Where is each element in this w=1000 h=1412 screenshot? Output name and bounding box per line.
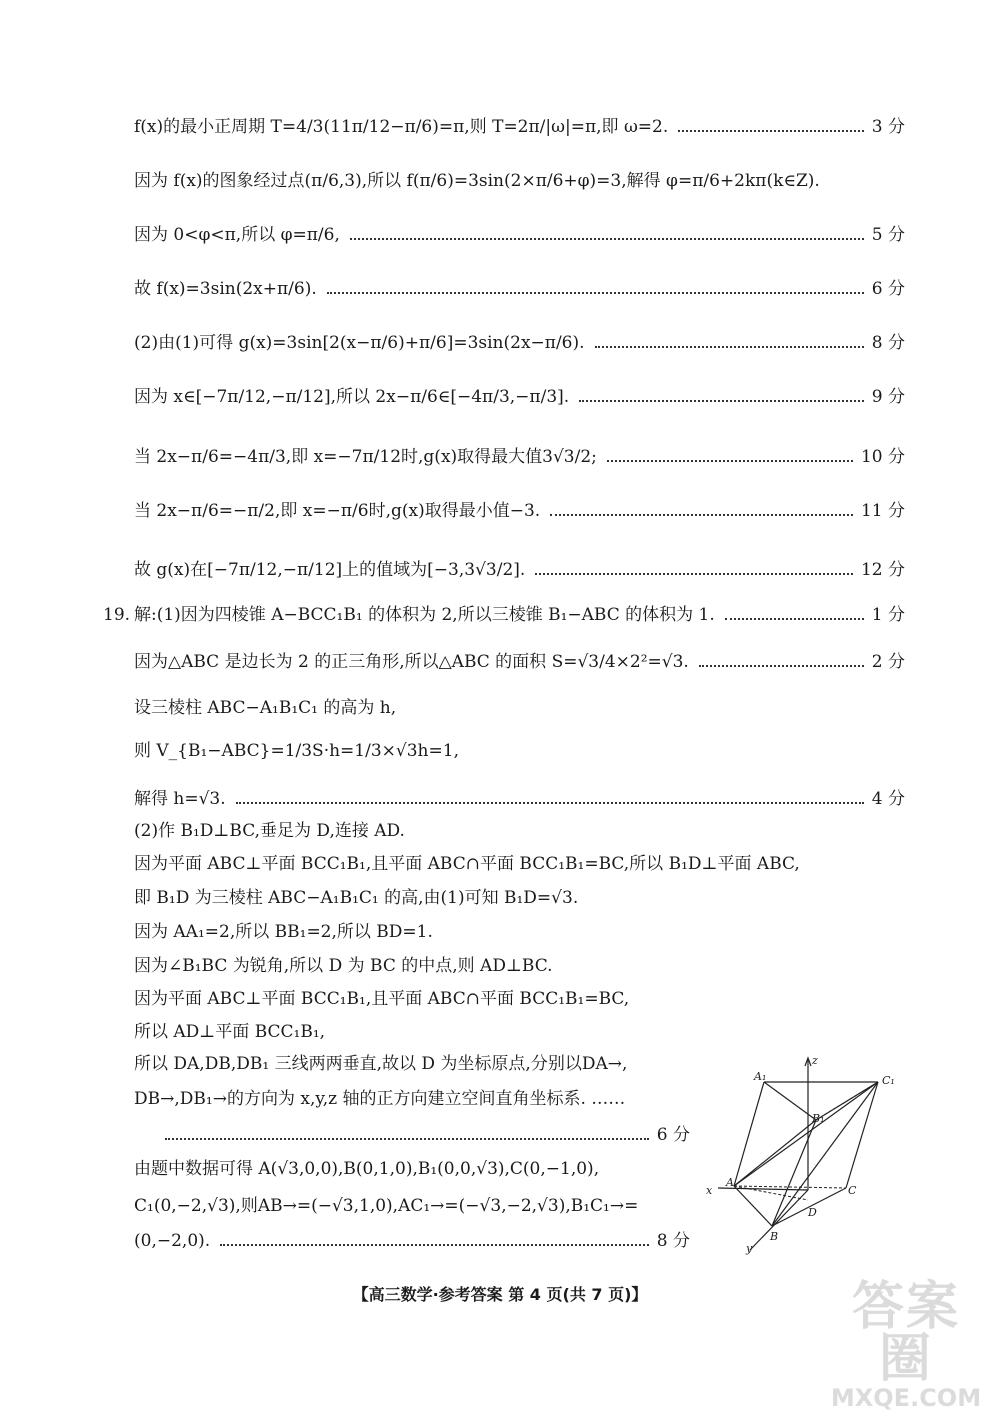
- answer-line-9: [134, 559, 905, 581]
- line-text: 由题中数据可得 A(√3,0,0),B(0,1,0),B₁(0,0,√3),C(0,−1,0),: [134, 1159, 600, 1179]
- line-text: (0,−2,0).: [134, 1231, 211, 1251]
- line-text: 故 f(x)=3sin(2x+π/6).: [134, 279, 317, 299]
- answer-line-16: [134, 853, 800, 875]
- line-text: f(x)的最小正周期 T=4/3(11π/12−π/6)=π,则 T=2π/|ω|=π,即 ω=2.: [134, 117, 669, 137]
- label-b1: B₁: [812, 1112, 825, 1125]
- line-text: 因为平面 ABC⊥平面 BCC₁B₁,且平面 ABC∩平面 BCC₁B₁=BC,: [134, 989, 630, 1009]
- line-text: C₁(0,−2,√3),则AB→=(−√3,1,0),AC₁→=(−√3,−2,√3),B₁C₁→=: [134, 1196, 639, 1216]
- answer-line-27: [134, 1230, 690, 1252]
- edge-b-c1: [772, 1082, 878, 1226]
- answer-line-21: [134, 1021, 325, 1043]
- line-points: 5 分: [871, 225, 905, 245]
- answer-line-5: [134, 332, 905, 354]
- line-text: 因为 f(x)的图象经过点(π/6,3),所以 f(π/6)=3sin(2×π/6+φ)=3,解得 φ=π/6+2kπ(k∈Z).: [134, 171, 820, 191]
- line-text: (2)由(1)可得 g(x)=3sin[2(x−π/6)+π/6]=3sin(2x−π/6).: [134, 333, 585, 353]
- answer-line-4: [134, 278, 905, 300]
- question-number: 19.: [103, 605, 131, 625]
- edge-a-c-dashed: [734, 1186, 846, 1188]
- line-text: 故 g(x)在[−7π/12,−π/12]上的值域为[−3,3√3/2].: [134, 560, 526, 580]
- line-text: 则 V_{B₁−ABC}=1/3S·h=1/3×√3h=1,: [134, 741, 459, 761]
- line-points: 10 分: [860, 447, 905, 467]
- label-b: B: [770, 1230, 779, 1243]
- line-text: 因为△ABC 是边长为 2 的正三角形,所以△ABC 的面积 S=√3/4×2²=√3.: [134, 652, 689, 672]
- label-z: z: [812, 1054, 818, 1067]
- answer-line-19: [134, 955, 553, 977]
- line-text: 所以 DA,DB,DB₁ 三线两两垂直,故以 D 为坐标原点,分别以DA→,: [134, 1054, 628, 1074]
- answer-line-22: [134, 1053, 627, 1075]
- line-points: 1 分: [871, 605, 905, 625]
- line-points: 6 分: [871, 279, 905, 299]
- line-text: 解得 h=√3.: [134, 789, 226, 809]
- answer-line-13: [134, 740, 459, 762]
- answer-line-23: [134, 1088, 625, 1110]
- line-text: 当 2x−π/6=−4π/3,即 x=−7π/12时,g(x)取得最大值3√3/2;: [134, 447, 597, 467]
- answer-line-7: [134, 446, 905, 468]
- answer-line-2: [134, 170, 820, 192]
- line-points: 4 分: [871, 789, 905, 809]
- line-points: 8 分: [871, 333, 905, 353]
- answer-line-11: [134, 651, 905, 673]
- line-text: 因为∠B₁BC 为锐角,所以 D 为 BC 的中点,则 AD⊥BC.: [134, 956, 553, 976]
- answer-line-24: [165, 1124, 690, 1146]
- edge-a1-a: [734, 1082, 764, 1186]
- line-text: 因为 AA₁=2,所以 BB₁=2,所以 BD=1.: [134, 922, 433, 942]
- line-points: 8 分: [656, 1231, 690, 1251]
- line-text: 因为平面 ABC⊥平面 BCC₁B₁,且平面 ABC∩平面 BCC₁B₁=BC,所以 B₁D⊥平面 ABC,: [134, 854, 800, 874]
- answer-line-26: [134, 1195, 638, 1217]
- line-points: 9 分: [871, 387, 905, 407]
- watermark-url: MXQE.COM: [830, 1384, 982, 1412]
- line-text: (2)作 B₁D⊥BC,垂足为 D,连接 AD.: [134, 821, 405, 841]
- answer-line-18: [134, 921, 433, 943]
- line-points: 12 分: [860, 560, 905, 580]
- watermark: [826, 1277, 986, 1412]
- answer-line-8: [134, 500, 905, 522]
- label-a1: A₁: [754, 1070, 767, 1083]
- watermark-logo: 答案圈: [851, 1277, 960, 1389]
- line-text: 当 2x−π/6=−π/2,即 x=−π/6时,g(x)取得最小值−3.: [134, 501, 541, 521]
- page-footer: 【高三数学·参考答案 第 4 页(共 7 页)】: [352, 1285, 648, 1304]
- line-text: 即 B₁D 为三棱柱 ABC−A₁B₁C₁ 的高,由(1)可知 B₁D=√3.: [134, 888, 579, 908]
- prism-figure: [700, 1050, 910, 1260]
- line-text: 所以 AD⊥平面 BCC₁B₁,: [134, 1022, 326, 1042]
- label-a: A: [726, 1176, 734, 1189]
- line-text: 因为 0<φ<π,所以 φ=π/6,: [134, 225, 340, 245]
- label-x: x: [706, 1184, 713, 1197]
- line-text: 解:(1)因为四棱锥 A−BCC₁B₁ 的体积为 2,所以三棱锥 B₁−ABC 的体积为 1.: [134, 605, 715, 625]
- line-text: 因为 x∈[−7π/12,−π/12],所以 2x−π/6∈[−4π/3,−π/3].: [134, 387, 570, 407]
- line-text: 设三棱柱 ABC−A₁B₁C₁ 的高为 h,: [134, 698, 397, 718]
- answer-line-17: [134, 887, 578, 909]
- answer-line-6: [134, 386, 905, 408]
- answer-line-12: [134, 697, 396, 719]
- label-c: C: [848, 1184, 857, 1197]
- answer-line-3: [134, 224, 905, 246]
- edge-c-c1: [846, 1082, 878, 1188]
- answer-line-20: [134, 988, 629, 1010]
- y-axis-line: [750, 1190, 808, 1250]
- answer-line-25: [134, 1158, 599, 1180]
- label-y: y: [746, 1242, 753, 1255]
- edge-a-c1: [734, 1082, 878, 1186]
- label-d: D: [808, 1206, 817, 1219]
- answer-line-1: [134, 116, 905, 138]
- line-points: 6 分: [656, 1125, 690, 1145]
- edge-a-b1: [734, 1120, 816, 1186]
- line-text: DB→,DB₁→的方向为 x,y,z 轴的正方向建立空间直角坐标系. ……: [134, 1089, 626, 1109]
- answer-line-15: [134, 820, 405, 842]
- line-points: 3 分: [871, 117, 905, 137]
- line-points: 2 分: [871, 652, 905, 672]
- answer-line-14: [134, 788, 905, 810]
- label-c1: C₁: [882, 1074, 895, 1087]
- line-points: 11 分: [860, 501, 905, 521]
- answer-line-10: [134, 604, 905, 626]
